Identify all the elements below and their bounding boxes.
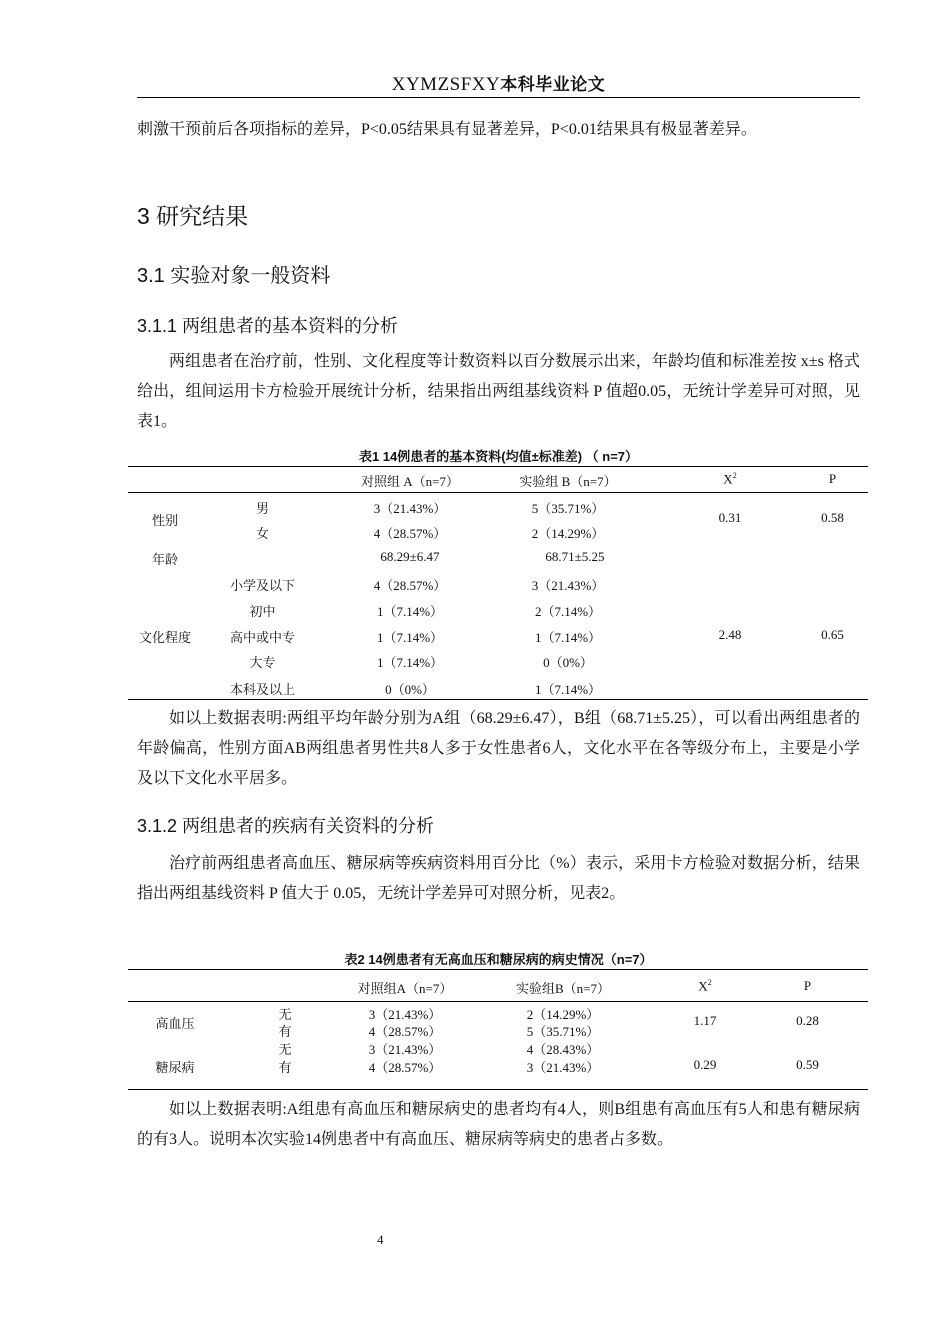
table1-male-label: 男 <box>255 501 269 516</box>
table2-top-rule <box>128 969 868 970</box>
header-rule <box>137 97 860 98</box>
table1-female-label: 女 <box>255 526 269 541</box>
table2-summary-paragraph: 如以上数据表明:A组患有高血压和糖尿病史的患者均有4人，则B组患有高血压有5人和患有糖尿病的有3人。说明本次实验14例患者中有高血压、糖尿病等病史的患者占多数。 <box>137 1101 860 1148</box>
table2-diabetes-yes-a: 4（28.57%） <box>368 1060 442 1075</box>
table2-hypertension-p: 0.28 <box>796 1013 819 1028</box>
header-prefix: XYMZSFXY <box>391 74 501 95</box>
section-3-1-2-title: 3.1.2 两组患者的疾病有关资料的分析 <box>137 816 435 836</box>
table1-summary-paragraph: 如以上数据表明:两组平均年龄分别为A组（68.29±6.47），B组（68.71±5.25），可以看出两组患者的年龄偏高，性别方面AB两组患者男性共8人多于女性患者6人，文化水平在各等级分布上，主要是小学及以下文化水平居多。 <box>137 710 860 787</box>
table2-hypertension-yes: 有 <box>278 1024 292 1039</box>
table2-hypertension-yes-a: 4（28.57%） <box>368 1024 442 1039</box>
header-suffix: 本科毕业论文 <box>500 75 606 95</box>
table2-hypertension-no: 无 <box>278 1007 292 1022</box>
table2-header-p: P <box>803 978 812 993</box>
table1-female-a: 4（28.57%） <box>373 526 447 541</box>
section-3-1-title: 3.1 实验对象一般资料 <box>137 265 331 287</box>
table1-edu-row-b: 0（0%） <box>543 655 593 670</box>
section-3-title: 3 研究结果 <box>137 203 249 229</box>
table1-top-rule <box>128 466 868 467</box>
table1-edu-row-name: 初中 <box>249 604 276 619</box>
table1-sex-p: 0.58 <box>821 510 844 525</box>
table1-edu-row-a: 1（7.14%） <box>376 604 444 619</box>
table2-hypertension-no-b: 2（14.29%） <box>526 1007 600 1022</box>
page-number: 4 <box>377 1232 384 1247</box>
table2-header-rule <box>128 1001 868 1002</box>
table1-age-b: 68.71±5.25 <box>545 549 605 564</box>
table1-edu-row-b: 1（7.14%） <box>534 682 602 697</box>
table1-edu-row-b: 3（21.43%） <box>531 578 605 593</box>
table1-male-a: 3（21.43%） <box>373 501 447 516</box>
table2-diabetes-yes-b: 3（21.43%） <box>526 1060 600 1075</box>
table1-edu-row-a: 4（28.57%） <box>373 578 447 593</box>
table2-diabetes-p: 0.59 <box>796 1057 819 1072</box>
table1-header-x2: $X^2$ <box>723 471 737 487</box>
table1-edu-x2: 2.48 <box>718 627 742 642</box>
table2-diabetes-no-a: 3（21.43%） <box>368 1042 442 1057</box>
table1-age-a: 68.29±6.47 <box>380 549 440 564</box>
table1-bottom-rule <box>128 699 868 700</box>
table1-edu-row-a: 1（7.14%） <box>376 655 444 670</box>
table1-male-b: 5（35.71%） <box>531 501 605 516</box>
table1-edu-row-a: 0（0%） <box>385 682 435 697</box>
table1-sex-x2: 0.31 <box>718 510 742 525</box>
table2-hypertension-x2: 1.17 <box>693 1013 717 1028</box>
table2-diabetes-no: 无 <box>278 1042 292 1057</box>
table2-diabetes-x2: 0.29 <box>693 1057 717 1072</box>
table1-sex-label: 性别 <box>151 513 178 528</box>
table2-diabetes-yes: 有 <box>278 1060 292 1075</box>
table1-edu-row-name: 高中或中专 <box>229 630 295 645</box>
table1-caption: 表1 14例患者的基本资料(均值±标准差) （ n=7） <box>358 449 639 464</box>
table2-hypertension-no-a: 3（21.43%） <box>368 1007 442 1022</box>
table1-header-rule <box>128 492 868 493</box>
table1-age-label: 年龄 <box>151 552 178 567</box>
table1-header-a: 对照组 A（n=7） <box>361 474 459 489</box>
table2-hypertension-label: 高血压 <box>155 1016 195 1031</box>
table2-header-x2: $X^2$ <box>698 978 712 994</box>
table1-female-b: 2（14.29%） <box>531 526 605 541</box>
table1-edu-row-name: 本科及以上 <box>229 682 295 697</box>
section-3-1-2-paragraph: 治疗前两组患者高血压、糖尿病等疾病资料用百分比（%）表示，采用卡方检验对数据分析，结果指出两组基线资料 P 值大于 0.05，无统计学差异可对照分析，见表2。 <box>137 855 860 902</box>
table2-diabetes-label: 糖尿病 <box>155 1060 195 1075</box>
table2-header-b: 实验组B（n=7） <box>515 981 610 996</box>
table1-edu-row-b: 1（7.14%） <box>534 630 602 645</box>
table2-diabetes-no-b: 4（28.43%） <box>526 1042 600 1057</box>
section-3-1-1-title: 3.1.1 两组患者的基本资料的分析 <box>137 316 399 336</box>
table2-hypertension-yes-b: 5（35.71%） <box>526 1024 600 1039</box>
table1-edu-row-name: 大专 <box>249 655 276 670</box>
table1-header-b: 实验组 B（n=7） <box>519 474 617 489</box>
table1-edu-row-b: 2（7.14%） <box>534 604 602 619</box>
table1-header-p: P <box>828 471 837 486</box>
page-header <box>137 70 860 96</box>
table1-edu-row-name: 小学及以下 <box>229 578 295 593</box>
table2-caption: 表2 14例患者有无高血压和糖尿病的病史情况（n=7） <box>344 952 653 967</box>
table1-edu-label: 文化程度 <box>138 630 191 645</box>
table2-header-a: 对照组A（n=7） <box>357 981 453 996</box>
intro-paragraph: 刺激干预前后各项指标的差异，P<0.05结果具有显著差异，P<0.01结果具有极显著差异。 <box>137 121 757 138</box>
section-3-1-1-paragraph: 两组患者在治疗前，性别、文化程度等计数资料以百分数展示出来，年龄均值和标准差按 x±s 格式给出，组间运用卡方检验开展统计分析，结果指出两组基线资料 P 值超0.05，无统计学差异可对照，见表1。 <box>137 353 860 430</box>
table2-bottom-rule <box>128 1089 868 1090</box>
table1-edu-p: 0.65 <box>821 627 844 642</box>
table1-edu-row-a: 1（7.14%） <box>376 630 444 645</box>
